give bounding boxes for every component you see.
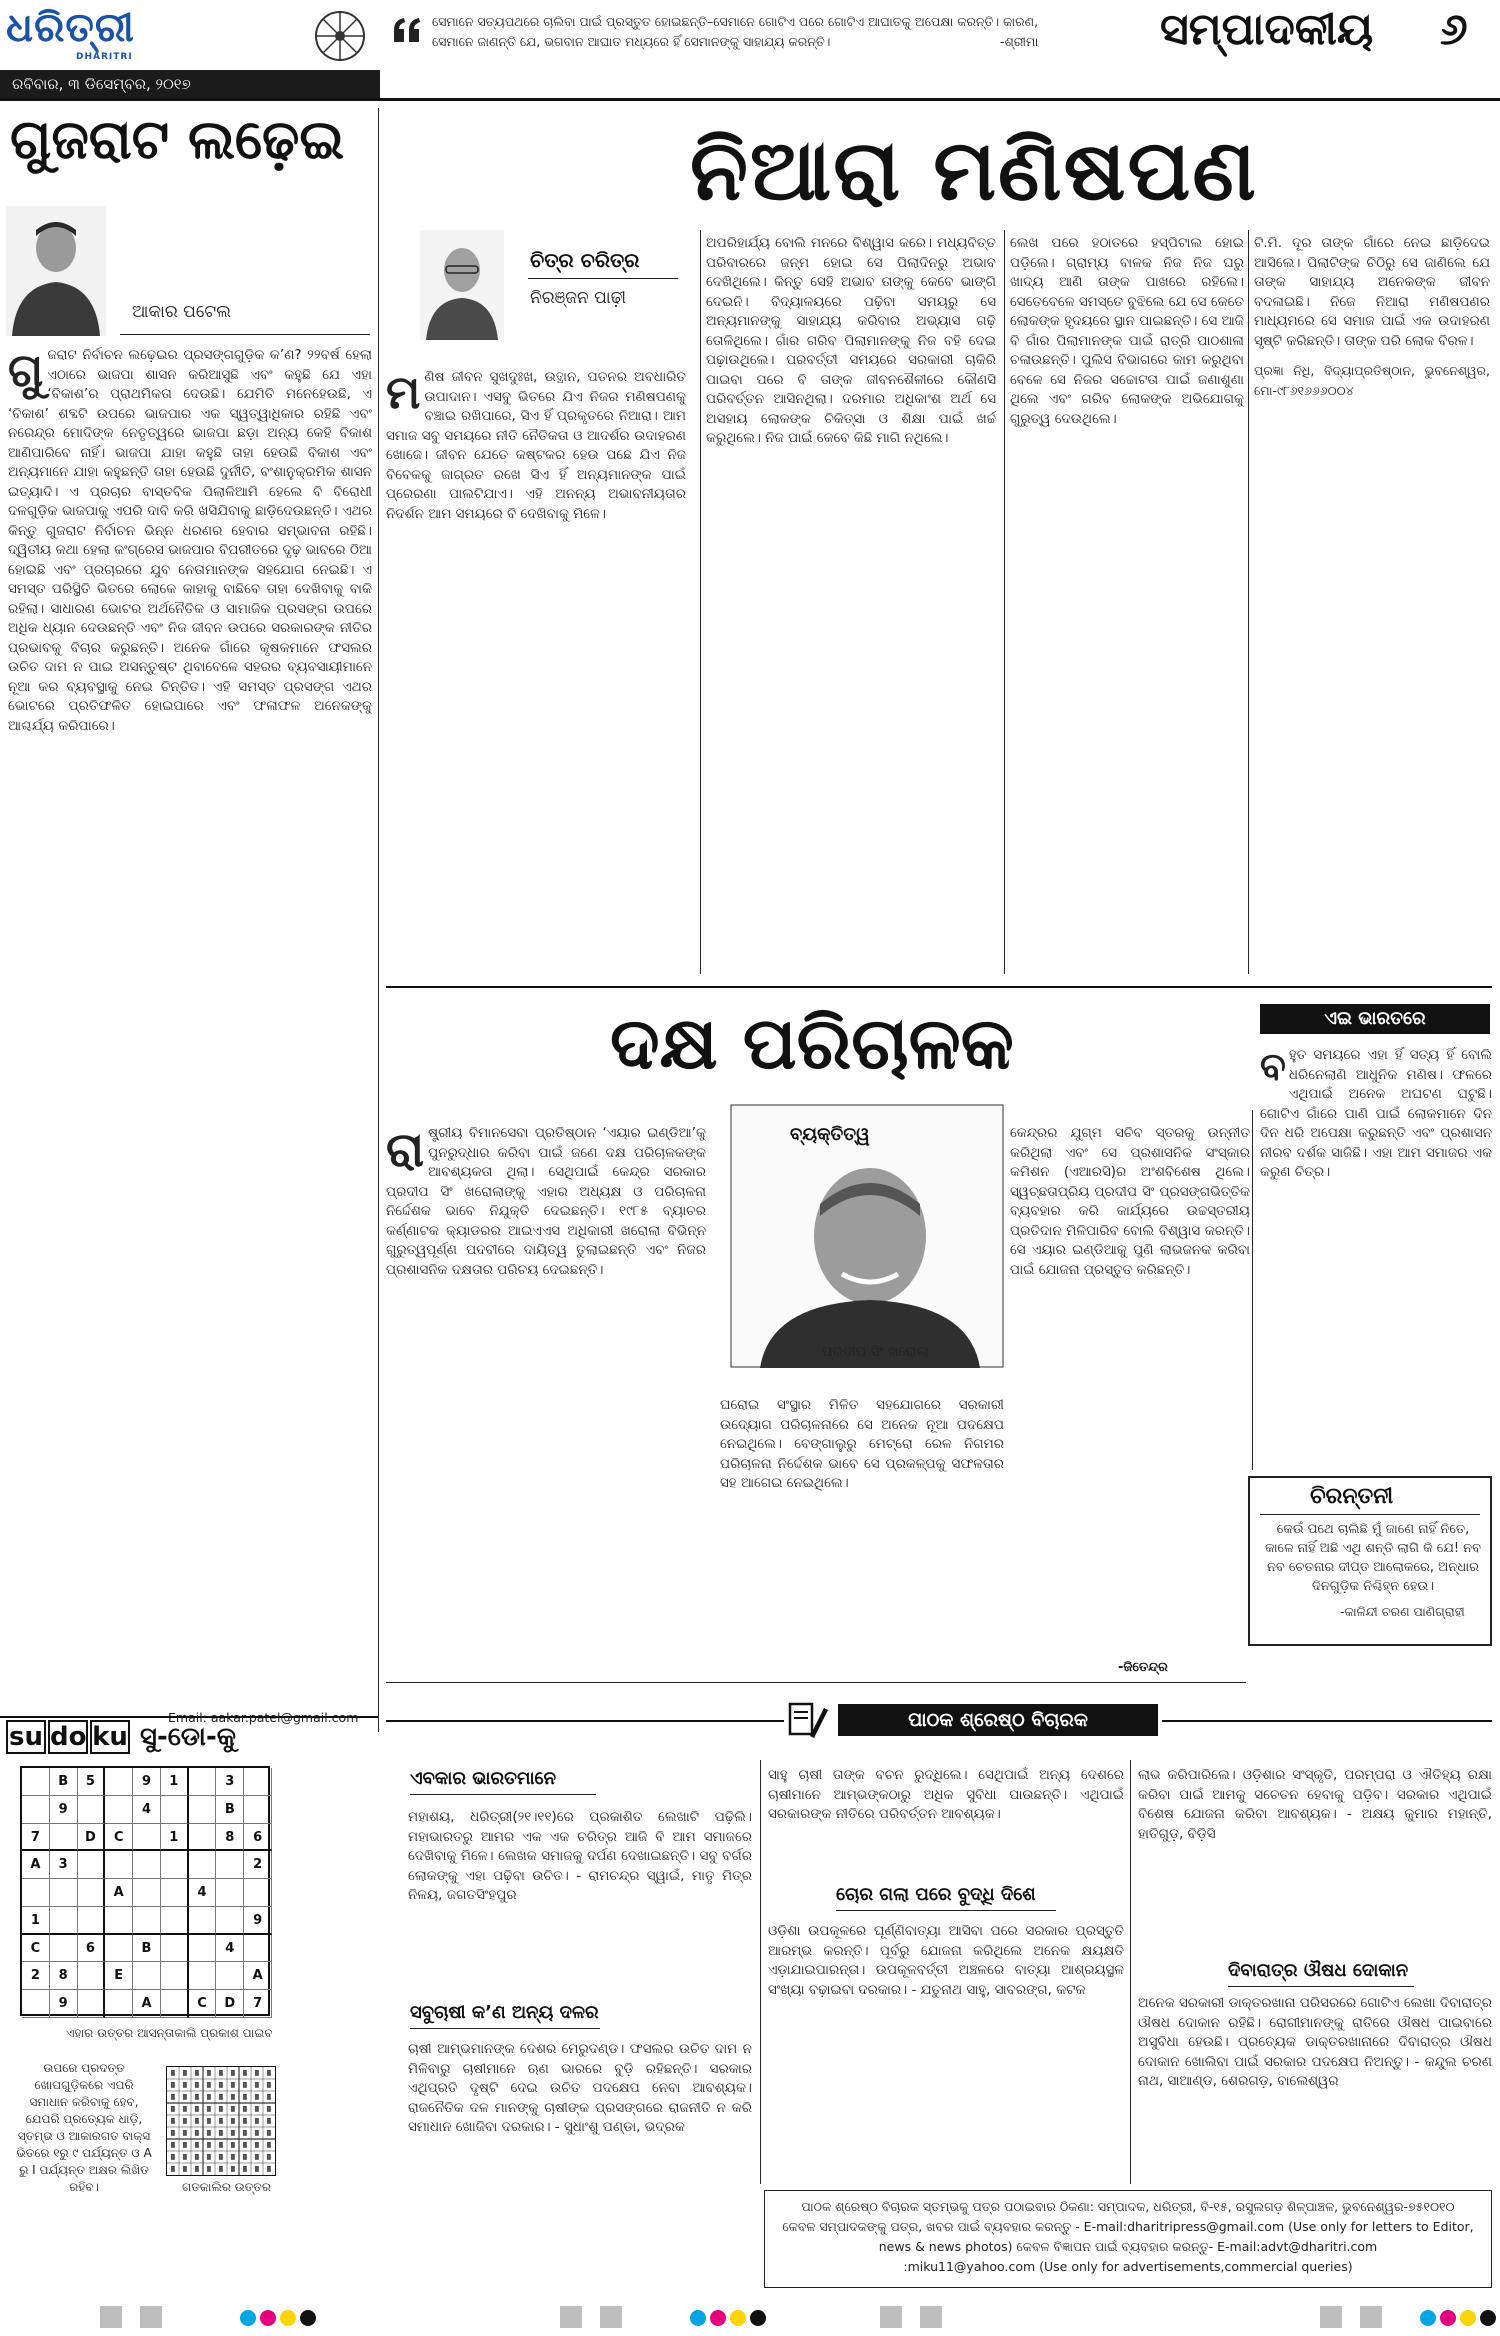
print-color-dot [240, 2310, 256, 2326]
sudoku-cell: A [105, 1879, 133, 1907]
sudoku-cell [216, 1962, 244, 1990]
sudoku-box [6, 1718, 286, 2278]
sudoku-caption: ଏହାର ଉତ୍ତର ଆସନ୍ତାକାଲି ପ୍ରକାଶ ପାଇବ [66, 2026, 273, 2040]
sudoku-cell [189, 1907, 217, 1935]
profile-column-under-photo: ଘରୋଇ ସଂସ୍ଥାର ମିଳିତ ସହଯୋଗରେ ସରକାରୀ ଉଦ୍ୟୋଗ ପରିଚାଳନାରେ ସେ ଅନେକ ନୂଆ ପଦକ୍ଷେପ ନେଇଥିଲେ। ବେଙ୍ଗାଲୁରୁ ମେଟ୍ରୋ ରେଳ ନିଗମର ପରିଚାଳନା ନିର୍ଦ୍ଦେଶକ ଭାବେ ସେ ପ୍ରକଳ୍ପକୁ ସଫଳତାର ସହ ଆଗେଇ ନେଇଥିଲେ। [720, 1397, 1004, 1491]
sudoku-title-do: do [50, 1722, 87, 1752]
ei-bharat-tag: ଏଇ ଭାରତରେ [1260, 1004, 1490, 1034]
sudoku-cell: C [22, 1935, 50, 1963]
feature-column-4-text: ଟି.ମି. ଦୂର ତାଙ୍କ ଗାଁରେ ନେଇ ଛାଡ଼ିଦେଇ ଆସିଲେ। ପିଲାଟିଙ୍କ ଚିଠିରୁ ସେ ଜାଣିଲେ ଯେ ତାଙ୍କ ସାହାଯ୍ୟ ଅନେକଙ୍କ ଜୀବନ ବଦଳାଇଛି। ନିଜେ ନିଆରା ମଣିଷପଣର ମାଧ୍ୟମରେ ସେ ସମାଜ ପାଇଁ ଏକ ଉଦାହରଣ ସୃଷ୍ଟି କରିଛନ୍ତି। ତାଙ୍କ ପରି ଲୋକ ବିରଳ। [1254, 235, 1490, 349]
author-photo [6, 206, 106, 336]
columnist-photo [420, 230, 504, 340]
sudoku-cell [50, 1824, 78, 1852]
sudoku-cell [105, 1935, 133, 1963]
letter-body: ଓଡ଼ିଶା ଉପକୂଳରେ ଘୂର୍ଣ୍ଣିବାତ୍ୟା ଆସିବା ପରେ ସରକାର ପ୍ରସ୍ତୁତି ଆରମ୍ଭ କରନ୍ତି। ପୂର୍ବରୁ ଯୋଜନା କରିଥିଲେ ଅନେକ କ୍ଷୟକ୍ଷତି ଏଡ଼ାଯାଇପାରନ୍ତା। ଉପକୂଳବର୍ତ୍ତୀ ଅଞ୍ଚଳରେ ବାତ୍ୟା ଆଶ୍ରୟସ୍ଥଳ ସଂଖ୍ୟା ବଢ଼ାଇବା ଦରକାର। - ଯତୁନାଥ ସାହୁ, ସାବରଙ୍ଗ, କଟକ [768, 1923, 1124, 1998]
sudoku-cell: E [105, 1962, 133, 1990]
sudoku-cell: 2 [22, 1962, 50, 1990]
masthead [0, 0, 1500, 78]
sudoku-cell [133, 1824, 161, 1852]
sudoku-cell [244, 1796, 272, 1824]
sudoku-cell [161, 1796, 189, 1824]
section-rule [386, 1682, 1246, 1683]
letter-head-rule [1228, 1986, 1414, 1987]
sudoku-cell: 6 [244, 1824, 272, 1852]
feature-signoff: ପ୍ରଜ୍ଞା ନିଧି, ବିଦ୍ୟାପ୍ରତିଷ୍ଠାନ, ଭୁବନେଶ୍ୱର, ମୋ-୯୮୬୧୬୬୬୦୦୪ [1254, 363, 1490, 398]
sudoku-cell [189, 1962, 217, 1990]
sudoku-cell [105, 1907, 133, 1935]
column-divider [378, 108, 379, 1732]
contact-advt-email: news & news photos) କେବଳ ବିଜ୍ଞାପନ ପାଇଁ ବ୍ୟବହାର କରନ୍ତୁ- E-mail:advt@dharitri.com [878, 2239, 1378, 2254]
ei-bharat-text: ହୁତ ସମୟରେ ଏହା ହିଁ ସତ୍ୟ ହିଁ ବୋଲି ଧରିନେଲାଣି ଆଧୁନିକ ମଣିଷ। ଫଳରେ ଏଥିପାଇଁ ଅନେକ ଅଘଟଣ ଘଟୁଛି। ଗୋଟିଏ ଗାଁରେ ପାଣି ପାଇଁ ଲୋକମାନେ ଦିନ ଦିନ ଧରି ଅପେକ୍ଷା କରୁଛନ୍ତି ଏବଂ ପ୍ରଶାସନ ନୀରବ ଦର୍ଶକ ସାଜିଛି। ଏହା ଆମ ସମାଜର ଏକ କରୁଣ ଚିତ୍ର। [1260, 1047, 1492, 1180]
logo [6, 5, 250, 62]
sudoku-cell [133, 1962, 161, 1990]
sudoku-cell [161, 1851, 189, 1879]
chirantani-box [1248, 1476, 1492, 1646]
sudoku-cell [161, 1990, 189, 2018]
sudoku-cell: 6 [78, 1935, 106, 1963]
masthead-rule [0, 98, 1500, 101]
print-color-dot [750, 2310, 766, 2326]
letter-head-rule [836, 1910, 1056, 1911]
sudoku-cell: 5 [78, 1768, 106, 1796]
left-column-body [8, 346, 372, 1714]
print-color-dot [1420, 2310, 1436, 2326]
print-color-dot [300, 2310, 316, 2326]
pen-icon [788, 1700, 828, 1742]
label-rule [528, 278, 678, 279]
sudoku-title-su: su [6, 1720, 46, 1754]
sudoku-cell [105, 1768, 133, 1796]
sudoku-title-ku: ku [90, 1720, 130, 1754]
sudoku-cell [78, 1851, 106, 1879]
logo-subtitle: DHARITRI [76, 52, 133, 62]
letter-body: ସାହୁ ଚାଷୀ ତାଙ୍କ ବଚନ ରୁଦ୍ଧିଲେ। ସେଥିପାଇଁ ଅନ୍ୟ ଦେଶରେ ଚାଷୀମାନେ ଆମ୍ଭଙ୍କଠାରୁ ଅଧିକ ସୁବିଧା ପାଉଛନ୍ତି। ଏଥିପାଇଁ ସରକାରଙ୍କ ନୀତିରେ ପରିବର୍ତ୍ତନ ଆବଶ୍ୟକ। [768, 1767, 1124, 1822]
chirantani-poem: କେଉଁ ପଥେ ଚାଲିଛି ମୁଁ ଜାଣେ ନାହିଁ ନିତେ, କାଳେ ନାହିଁ ଅଛି ଏଥି ଶନ୍ତି ଲାଗି କି ଯେ! ନବ ନବ ଚେତନାର ଦୀପ୍ତ ଆଲୋକରେ, ଅନ୍ଧାର ଦିନଗୁଡ଼ିକ ନିଶ୍ଚିହ୍ନ ହେଉ। [1264, 1522, 1481, 1594]
sudoku-cell: 9 [50, 1990, 78, 2018]
print-color-dot [690, 2310, 706, 2326]
banner-rule [1162, 1720, 1492, 1722]
sudoku-cell: 4 [216, 1935, 244, 1963]
profile-label: ବ୍ୟକ୍ତିତ୍ୱ [790, 1124, 870, 1145]
profile-column-1-text: ଷ୍ଟ୍ରୀୟ ବିମାନସେବା ପ୍ରତିଷ୍ଠାନ ‘ଏୟାର ଇଣ୍ଡିଆ’କୁ ପୁନରୁଦ୍ଧାର କରିବା ପାଇଁ ଜଣେ ଦକ୍ଷ ପରିଚାଳକଙ୍କ ଆବଶ୍ୟକତା ଥିଲା। ସେଥିପାଇଁ କେନ୍ଦ୍ର ସରକାର ପ୍ରଦୀପ ସିଂ ଖରୋଲାଙ୍କୁ ଏହାର ଅଧ୍ୟକ୍ଷ ଓ ପରିଚାଳନା ନିର୍ଦ୍ଦେଶକ ଭାବେ ନିଯୁକ୍ତି ଦେଇଛନ୍ତି। ୧୯୮୫ ବ୍ୟାଚର କର୍ଣ୍ଣାଟକ କ୍ୟାଡରର ଆଇଏଏସ ଅଧିକାରୀ ଖରୋଲା ବିଭିନ୍ନ ଗୁରୁତ୍ୱପୂର୍ଣ୍ଣ ପଦବୀରେ ଦାୟିତ୍ୱ ତୁଲାଇଛନ୍ତି ଏବଂ ନିଜର ପ୍ରଶାସନିକ ଦକ୍ଷତାର ପରିଚୟ ଦେଇଛନ୍ତି। [386, 1125, 706, 1278]
sudoku-cell: D [216, 1990, 244, 2018]
sudoku-grid [20, 1766, 270, 2016]
byline-rule [120, 334, 370, 335]
left-column-headline: ଗୁଜରାଟ ଲଢ଼େଇ [10, 108, 345, 171]
profile-column-2: କେନ୍ଦ୍ରର ଯୁଗ୍ମ ସଚିବ ସ୍ତରକୁ ଉନ୍ନୀତ କରିଥିଲା ଏବଂ ସେ ପ୍ରଶାସନିକ ସଂସ୍କାର କମିଶନ (ଏଆରସି)ର ଅଂଶବିଶେଷ ଥିଲେ। ସ୍ୱଚ୍ଛତାପ୍ରିୟ ପ୍ରଦୀପ ସିଂ ପ୍ରସଙ୍ଗଭିତ୍ତିକ ବ୍ୟବହାର କରି କାର୍ଯ୍ୟରେ ଉଚ୍ଚସ୍ତରୀୟ ପ୍ରତିଦାନ ମିଳିପାରିବ ବୋଲି ବିଶ୍ୱାସ କରନ୍ତି। ସେ ଏୟାର ଇଣ୍ଡିଆକୁ ପୁଣି ଲାଭଜନକ କରିବା ପାଇଁ ଯୋଜନା ପ୍ରସ୍ତୁତ କରିଛନ୍ତି। [1010, 1125, 1250, 1278]
print-gray-swatch [880, 2306, 902, 2328]
sudoku-cell: 1 [161, 1824, 189, 1852]
feature-column-1-text: ଣିଷ ଜୀବନ ସୁଖଦୁଃଖ, ଉତ୍ଥାନ, ପତନର ଅବଧାରିତ ଉପାଦାନ। ଏସବୁ ଭିତରେ ଯିଏ ନିଜର ମଣିଷପଣକୁ ବଞ୍ଚାଇ ରଖିପାରେ, ସିଏ ହିଁ ପ୍ରକୃତରେ ନିଆରା। ଆମ ସମାଜ ସବୁ ସମୟରେ ନୀତି ନୈତିକତା ଓ ଆଦର୍ଶର ଉଦାହରଣ ଖୋଜେ। ଜୀବନ ଯେତେ କଷ୍ଟକର ହେଉ ପଛେ ଯିଏ ନିଜ ବିବେକକୁ ଜାଗ୍ରତ ରଖେ ସିଏ ହିଁ ଅନ୍ୟମାନଙ୍କ ପାଇଁ ପ୍ରେରଣା ପାଲଟିଯାଏ। ଏହି ଅନନ୍ୟ ଅଭାବନୀୟତାର ନିଦର୍ଶନ ଆମ ସମୟରେ ବି ଦେଖିବାକୁ ମିଳେ। [386, 369, 686, 522]
print-color-dot [710, 2310, 726, 2326]
print-gray-swatch [100, 2306, 122, 2328]
sudoku-cell: 8 [216, 1824, 244, 1852]
feature-column-4 [1254, 234, 1490, 974]
sudoku-cell: 8 [50, 1962, 78, 1990]
sudoku-cell [50, 1907, 78, 1935]
sudoku-cell [133, 1851, 161, 1879]
sudoku-cell [133, 1879, 161, 1907]
ei-bharat-body [1260, 1046, 1492, 1458]
chirantani-author: -କାଳିନ୍ଦୀ ଚରଣ ପାଣିଗ୍ରାହୀ [1340, 1604, 1465, 1619]
logo-wordmark: ଧରିତ୍ରୀ [6, 5, 135, 51]
letter-body: ଲାଭ କରିପାରିଲେ। ଓଡ଼ିଶାର ସଂସ୍କୃତି, ପରମ୍ପରା ଓ ଐତିହ୍ୟ ରକ୍ଷା କରିବା ପାଇଁ ଆମକୁ ସଚେତନ ହେବାକୁ ପଡ଼ିବ। ସରକାର ଏଥିପାଇଁ ବିଶେଷ ଯୋଜନା କରିବା ଆବଶ୍ୟକ। - ଅକ୍ଷୟ କୁମାର ମହାନ୍ତି, ହାତିଗୁଡ଼, ବିଡ଼ିସି [1138, 1767, 1492, 1842]
chirantani-title: ଚିରନ୍ତନୀ [1310, 1484, 1394, 1509]
sudoku-cell [216, 1851, 244, 1879]
page-number: ୬ [1440, 4, 1468, 55]
sudoku-cell: 9 [133, 1768, 161, 1796]
letter-headline: ଚୋର ଗଲା ପରେ ବୁଦ୍ଧି ଦିଶେ [836, 1884, 1036, 1905]
sudoku-cell: 4 [189, 1879, 217, 1907]
sudoku-cell: 7 [244, 1990, 272, 2018]
author-email: Email: aakar.patel@gmail.com [168, 1710, 359, 1725]
banner-rule [386, 1720, 784, 1722]
sudoku-cell [78, 1962, 106, 1990]
drop-cap: ଗୁ [8, 346, 44, 397]
sudoku-cell [22, 1768, 50, 1796]
sudoku-cell: A [133, 1990, 161, 2018]
sudoku-cell [216, 1879, 244, 1907]
sudoku-cell [105, 1796, 133, 1824]
chirantani-rule [1260, 1514, 1480, 1515]
sudoku-cell [78, 1796, 106, 1824]
column-divider [1248, 230, 1249, 974]
sudoku-title [6, 1718, 286, 1758]
feature-column-2: ଅପରିହାର୍ଯ୍ୟ ବୋଲି ମନରେ ବିଶ୍ୱାସ କରେ। ମଧ୍ୟବିତ୍ତ ପରିବାରରେ ଜନ୍ମ ହୋଇ ସେ ପିଲାଦିନରୁ ଅଭାବ ଦେଖିଥିଲେ। କିନ୍ତୁ ସେହି ଅଭାବ ତାଙ୍କୁ କେବେ ଭାଙ୍ଗି ଦେଇନି। ବିଦ୍ୟାଳୟରେ ପଢ଼ିବା ସମୟରୁ ସେ ଅନ୍ୟମାନଙ୍କୁ ସାହାଯ୍ୟ କରିବାର ଅଭ୍ୟାସ ଗଢ଼ି ତୋଳିଥିଲେ। ଗାଁର ଗରିବ ପିଲାମାନଙ୍କୁ ନିଜ ବହି ଦେଇ ପଢ଼ାଉଥିଲେ। ପରବର୍ତ୍ତୀ ସମୟରେ ସରକାରୀ ଚାକିରି ପାଇବା ପରେ ବି ତାଙ୍କ ଜୀବନଶୈଳୀରେ କୌଣସି ପରିବର୍ତ୍ତନ ଆସିନଥିଲା। ଦରମାର ଅଧିକାଂଶ ଅର୍ଥ ସେ ଅସହାୟ ଲୋକଙ୍କ ଚିକିତ୍ସା ଓ ଶିକ୍ଷା ପାଇଁ ଖର୍ଚ୍ଚ କରୁଥିଲେ। ନିଜ ପାଇଁ କେବେ କିଛି ମାଗି ନଥିଲେ। [706, 235, 996, 446]
letter-body: ଅନେକ ସରକାରୀ ଡାକ୍ତରଖାନା ପରିସରରେ ଗୋଟିଏ ଲେଖା ଦିବାରାତ୍ର ଔଷଧ ଦୋକାନ ରହିଛି। ରୋଗୀମାନଙ୍କୁ ରାତିରେ ଔଷଧ ପାଇବାରେ ଅସୁବିଧା ହେଉଛି। ପ୍ରତ୍ୟେକ ଡାକ୍ତରଖାନାରେ ଦିବାରାତ୍ର ଔଷଧ ଦୋକାନ ଖୋଲିବା ପାଇଁ ସରକାର ପଦକ୍ଷେପ ନିଅନ୍ତୁ। - କନ୍ଦୁଲ ଚରଣ ନାଥ, ସାଆଣ୍ଡ, ଶେରଗଡ଼, ବାଲେଶ୍ୱର [1138, 1995, 1492, 2089]
sudoku-cell: 4 [133, 1796, 161, 1824]
sudoku-cell [189, 1851, 217, 1879]
contact-yahoo-email: :miku11@yahoo.com (Use only for advertisements,commercial queries) [903, 2259, 1353, 2274]
sudoku-cell: 3 [50, 1851, 78, 1879]
print-color-dot [1480, 2310, 1496, 2326]
print-gray-swatch [1320, 2306, 1342, 2328]
print-gray-swatch [600, 2306, 622, 2328]
column-divider [1252, 1110, 1253, 1470]
left-column-text: ଜରାଟ ନିର୍ବାଚନ ଲଢ଼େଇର ପ୍ରସଙ୍ଗଗୁଡ଼ିକ କ’ଣ? ୨୨ବର୍ଷ ହେଲା ଏଠାରେ ଭାଜପା ଶାସନ କରିଆସୁଛି ଏବଂ କହୁଛି ଯେ ଏହା ‘ବିକାଶ’ର ପ୍ରାଥମିକତା ଦେଉଛି। ଯେମିତି ମନେହେଉଛି, ଏ ‘ବିକାଶ’ ଶବ୍ଦଟି ଉପରେ ଭାଜପାର ଏକ ସ୍ୱତ୍ୱାଧିକାର ରହିଛି ଏବଂ ନରେନ୍ଦ୍ର ମୋଦିଙ୍କ ନେତୃତ୍ୱରେ ଭାଜପା ଛଡ଼ା ଅନ୍ୟ କେହି ବିକାଶ ଆଣିପାରିବେ ନାହିଁ। ଭାଜପା ଯାହା କହୁଛି ତାହା ହେଉଛି ବିକାଶ ଏବଂ ଅନ୍ୟମାନେ ଯାହା କହୁଛନ୍ତି ତାହା ହେଉଛି ଦୁର୍ନୀତି, ବଂଶାନୁକ୍ରମିକ ଶାସନ ଇତ୍ୟାଦି। ଏ ପ୍ରଚାର ବାସ୍ତବିକ ପିଲାଳିଆମି ହେଲେ ବି ବିରୋଧୀ ଦଳଗୁଡ଼ିକ ଭାଜପାକୁ ଏପରି ଦାବି କରି ଖସିଯିବାକୁ ଛାଡ଼ିଦେଉଛନ୍ତି। ଏଥର କିନ୍ତୁ ଗୁଜରାଟ ନିର୍ବାଚନ ଭିନ୍ନ ଧରଣର ହେବାର ସମ୍ଭାବନା ରହିଛି। ଦ୍ୱିତୀୟ କଥା ହେଲା କଂଗ୍ରେସ ଭାଜପାର ବିପରୀତରେ ଦୃଢ଼ ଭାବରେ ଠିଆ ହୋଇଛି ଏବଂ ପ୍ରଚାରରେ ଯୁବ ନେତାମାନଙ୍କ ସହଯୋଗ ନେଇଛି। ଏ ସମସ୍ତ ପରିସ୍ଥିତି ଭିତରେ ଲୋକେ କାହାକୁ ବାଛିବେ ତାହା ଦେଖିବାକୁ ବାକି ରହିଲା। ସାଧାରଣ ଭୋଟର ଅର୍ଥନୈତିକ ଓ ସାମାଜିକ ପ୍ରସଙ୍ଗ ଉପରେ ଅଧିକ ଧ୍ୟାନ ଦେଉଛନ୍ତି ଏବଂ ନିଜ ଜୀବନ ଉପରେ ସରକାରଙ୍କ ନୀତିର ପ୍ରଭାବକୁ ବିଚାର କରୁଛନ୍ତି। ଅନେକ ଗାଁରେ କୃଷକମାନେ ଫସଲର ଉଚିତ ଦାମ ନ ପାଇ ଅସନ୍ତୁଷ୍ଟ ଥିବାବେଳେ ସହରର ବ୍ୟବସାୟୀମାନେ ନୂଆ କର ବ୍ୟବସ୍ଥାକୁ ନେଇ ଚିନ୍ତିତ। ଏହି ସମସ୍ତ ପ୍ରସଙ୍ଗ ଏଥର ଭୋଟରେ ପ୍ରତିଫଳିତ ହୋଇପାରେ ଏବଂ ଫଳାଫଳ ଅନେକଙ୍କୁ ଆଶ୍ଚର୍ଯ୍ୟ କରିପାରେ। [8, 347, 372, 734]
drop-cap: ମ [386, 368, 421, 419]
sudoku-cell: B [133, 1935, 161, 1963]
print-color-dot [1460, 2310, 1476, 2326]
sudoku-cell [161, 1935, 189, 1963]
sudoku-cell [22, 1879, 50, 1907]
section-rule [386, 986, 1492, 988]
feature-column-1 [386, 368, 686, 964]
sudoku-cell [161, 1879, 189, 1907]
drop-cap: ବ [1260, 1046, 1286, 1088]
sudoku-cell [161, 1962, 189, 1990]
left-column-byline: ଆକାର ପଟେଲ [132, 302, 231, 322]
letter-headline: ଏବକାର ଭାରତମାନେ [410, 1768, 556, 1789]
feature-column-3: ଲେଖ ପରେ ହଠାତରେ ହସ୍ପିଟାଲ ହୋଇ ପଡ଼ିଲେ। ଗ୍ରାମ୍ୟ ବାଳକ ନିଜ ନିଜ ଘରୁ ଖାଦ୍ୟ ଆଣି ତାଙ୍କ ପାଖରେ ରହିଲେ। ସେତେବେଳେ ସମସ୍ତେ ବୁଝିଲେ ଯେ ସେ କେତେ ଲୋକଙ୍କ ହୃଦୟରେ ସ୍ଥାନ ପାଇଛନ୍ତି। ସେ ଆଜି ବି ଗାଁର ପିଲାମାନଙ୍କ ପାଇଁ ରାତ୍ରି ପାଠଶାଳା ଚଳାଉଛନ୍ତି। ପୁଲିସ ବିଭାଗରେ କାମ କରୁଥିବା ବେଳେ ସେ ନିଜର ସଚ୍ଚୋଟତା ପାଇଁ ଜଣାଶୁଣା ଥିଲେ ଏବଂ ଗରିବ ଲୋକଙ୍କ ଅଭିଯୋଗକୁ ଗୁରୁତ୍ୱ ଦେଉଥିଲେ। [1010, 235, 1244, 427]
profile-column-1 [386, 1124, 706, 1660]
sudoku-cell [105, 1851, 133, 1879]
contact-editor-email: କେବଳ ସମ୍ପାଦକଙ୍କୁ ପତ୍ର, ଖବର ପାଇଁ ବ୍ୟବହାର କରନ୍ତୁ - E-mail:dharitripress@gmail.com (Use only for letters to Editor, [782, 2219, 1474, 2234]
date-bar: ରବିବାର, ୩ ଡିସେମ୍ବର, ୨୦୧୭ [0, 70, 380, 98]
print-gray-swatch [560, 2306, 582, 2328]
sudoku-cell: 1 [22, 1907, 50, 1935]
drop-cap: ରା [386, 1124, 425, 1178]
sudoku-cell [189, 1768, 217, 1796]
sudoku-cell [78, 1879, 106, 1907]
column-divider [700, 230, 701, 974]
sudoku-cell [78, 1990, 106, 2018]
sudoku-cell [189, 1796, 217, 1824]
sudoku-cell [50, 1935, 78, 1963]
sudoku-cell [189, 1824, 217, 1852]
sudoku-cell: 1 [161, 1768, 189, 1796]
sudoku-cell [133, 1907, 161, 1935]
sudoku-cell [189, 1935, 217, 1963]
sudoku-solution-grid [166, 2066, 276, 2176]
sudoku-cell: 3 [216, 1768, 244, 1796]
sudoku-cell: 9 [244, 1907, 272, 1935]
sudoku-cell [22, 1796, 50, 1824]
quote-mark-icon [392, 16, 422, 44]
letter-body: ଚାଷୀ ଆମ୍ଭମାନଙ୍କ ଦେଶର ମେରୁଦଣ୍ଡ। ଫସଲର ଉଚିତ ଦାମ ନ ମିଳିବାରୁ ଚାଷୀମାନେ ଋଣ ଭାରରେ ବୁଡ଼ି ରହିଛନ୍ତି। ସରକାର ଏଥିପ୍ରତି ଦୃଷ୍ଟି ଦେଇ ଉଚିତ ପଦକ୍ଷେପ ନେବା ଆବଶ୍ୟକ। ରାଜନୈତିକ ଦଳ ମାନଙ୍କୁ ଚାଷୀଙ୍କ ପ୍ରସଙ୍ଗରେ ରାଜନୀତି ନ କରି ସମାଧାନ ଖୋଜିବା ଦରକାର। - ସୁଧାଂଶୁ ପଣ୍ଡା, ଭଦ୍ରକ [408, 2041, 752, 2135]
sudoku-title-odia: ସୁ-ଡୋ-କୁ [140, 1722, 236, 1752]
column-divider [760, 1760, 761, 2184]
sudoku-cell: C [105, 1824, 133, 1852]
feature-headline: ନିଆରା ମଣିଷପଣ [690, 121, 1258, 219]
sudoku-cell [216, 1907, 244, 1935]
sudoku-cell [244, 1879, 272, 1907]
column-label: ଚିତ୍ର ଚରିତ୍ର [530, 248, 640, 272]
sudoku-cell: 9 [50, 1796, 78, 1824]
sudoku-cell: 2 [244, 1851, 272, 1879]
sudoku-solution-caption: ଗତକାଲିର ଉତ୍ତର [182, 2180, 271, 2194]
print-color-dot [260, 2310, 276, 2326]
letters-banner: ପାଠକ ଶ୍ରେଷ୍ଠ ବିଚାରକ [838, 1704, 1158, 1736]
contact-address: ପାଠକ ଶ୍ରେଷ୍ଠ ବିଚାରକ ସ୍ତମ୍ଭକୁ ପତ୍ର ପଠାଇବାର ଠିକଣା: ସମ୍ପାଦକ, ଧରିତ୍ରୀ, ବି-୧୫, ରସୁଲଗଡ଼ ଶିଳ୍ପାଞ୍ଚଳ, ଭୁବନେଶ୍ୱର-୭୫୧୦୧୦ [801, 2199, 1455, 2214]
sudoku-cell [50, 1879, 78, 1907]
column-divider [1004, 230, 1005, 974]
sudoku-cell [244, 1935, 272, 1963]
print-color-dot [730, 2310, 746, 2326]
letter-head-rule [410, 1794, 596, 1795]
letter-body: ମହାଶୟ, ଧରିତ୍ରୀ(୨୧।୧୧)ରେ ପ୍ରକାଶିତ ଲେଖାଟି ପଢ଼ିଲି। ମହାଭାରତରୁ ଆମର ଏକ ଏକ ଚରିତ୍ର ଆଜି ବି ଆମ ସମାଜରେ ଦେଖିବାକୁ ମିଳେ। ଲେଖକ ସମାଜକୁ ଦର୍ପଣ ଦେଖାଇଛନ୍ତି। ସବୁ ବର୍ଗର ଲୋକଙ୍କୁ ଏହା ପଢ଼ିବା ଉଚିତ। - ରାମଚନ୍ଦ୍ର ସ୍ୱାଇଁ, ମାତୃ ମିତ୍ର ନିଳୟ, ଜଗତସିଂହପୁର [408, 1809, 752, 1903]
quote-author: -ଶ୍ରୀମା [1000, 34, 1039, 49]
sudoku-cell: 7 [22, 1824, 50, 1852]
sudoku-cell [105, 1990, 133, 2018]
print-gray-swatch [140, 2306, 162, 2328]
sudoku-cell: A [22, 1851, 50, 1879]
print-registration-marks [0, 2300, 1500, 2336]
sudoku-cell [22, 1990, 50, 2018]
profile-headline: ଦକ୍ଷ ପରିଚାଳକ [610, 1001, 1014, 1085]
quote-text: ସେମାନେ ସତ୍ୟପଥରେ ଚାଲିବା ପାଇଁ ପ୍ରସ୍ତୁତ ହୋଇଛନ୍ତି–ସେମାନେ ଗୋଟିଏ ପରେ ଗୋଟିଏ ଆଘାତକୁ ଅପେକ୍ଷା କରନ୍ତି। କାରଣ, ସେମାନେ ଜାଣନ୍ତି ଯେ, ଭଗବାନ ଆଘାତ ମଧ୍ୟରେ ହିଁ ସେମାନଙ୍କୁ ସାହାଯ୍ୟ କରନ୍ତି। [432, 14, 1039, 49]
feature-byline: ନିରଞ୍ଜନ ପାଢ଼ୀ [530, 288, 627, 308]
print-color-dot [280, 2310, 296, 2326]
sudoku-cell: C [189, 1990, 217, 2018]
letter-headline: ଦିବାରାତ୍ର ଔଷଧ ଦୋକାନ [1228, 1960, 1409, 1981]
print-gray-swatch [920, 2306, 942, 2328]
contact-box [764, 2190, 1492, 2288]
sudoku-cell: D [78, 1824, 106, 1852]
sudoku-cell: B [216, 1796, 244, 1824]
profile-photo-caption: ପ୍ରଦୀପ ସିଂ ଖରୋଲା [822, 1344, 929, 1360]
column-divider [1130, 1760, 1131, 2184]
sudoku-cell [244, 1768, 272, 1796]
sudoku-cell: A [244, 1962, 272, 1990]
letter-headline: ସବୁଚାଷୀ କ’ଣ ଅନ୍ୟ ଦଳର [410, 2002, 599, 2023]
sudoku-rules: ଉପରେ ପ୍ରଦତ୍ତ ଖୋପଗୁଡ଼ିକରେ ଏପରି ସମାଧାନ କରିବାକୁ ହେବ, ଯେପରି ପ୍ରତ୍ୟେକ ଧାଡ଼ି, ସ୍ତମ୍ଭ ଓ ଆକାରଗତ ବାକ୍ସ ଭିତରେ ୧ରୁ ୯ ପର୍ଯ୍ୟନ୍ତ ଓ A ରୁ I ପର୍ଯ୍ୟନ୍ତ ଅକ୍ଷର ଲିଖିତ ରହିବ। [16, 2061, 152, 2194]
wheel-icon [312, 8, 368, 64]
sudoku-cell [78, 1907, 106, 1935]
sudoku-cell: B [50, 1768, 78, 1796]
section-rule [0, 1716, 378, 1718]
section-title: ସମ୍ପାଦକୀୟ [1160, 4, 1374, 55]
letter-head-rule [410, 2028, 600, 2029]
sudoku-cell [161, 1907, 189, 1935]
profile-signoff: -ଜିତେନ୍ଦ୍ର [1118, 1660, 1168, 1675]
print-color-dot [1440, 2310, 1456, 2326]
print-gray-swatch [1360, 2306, 1382, 2328]
